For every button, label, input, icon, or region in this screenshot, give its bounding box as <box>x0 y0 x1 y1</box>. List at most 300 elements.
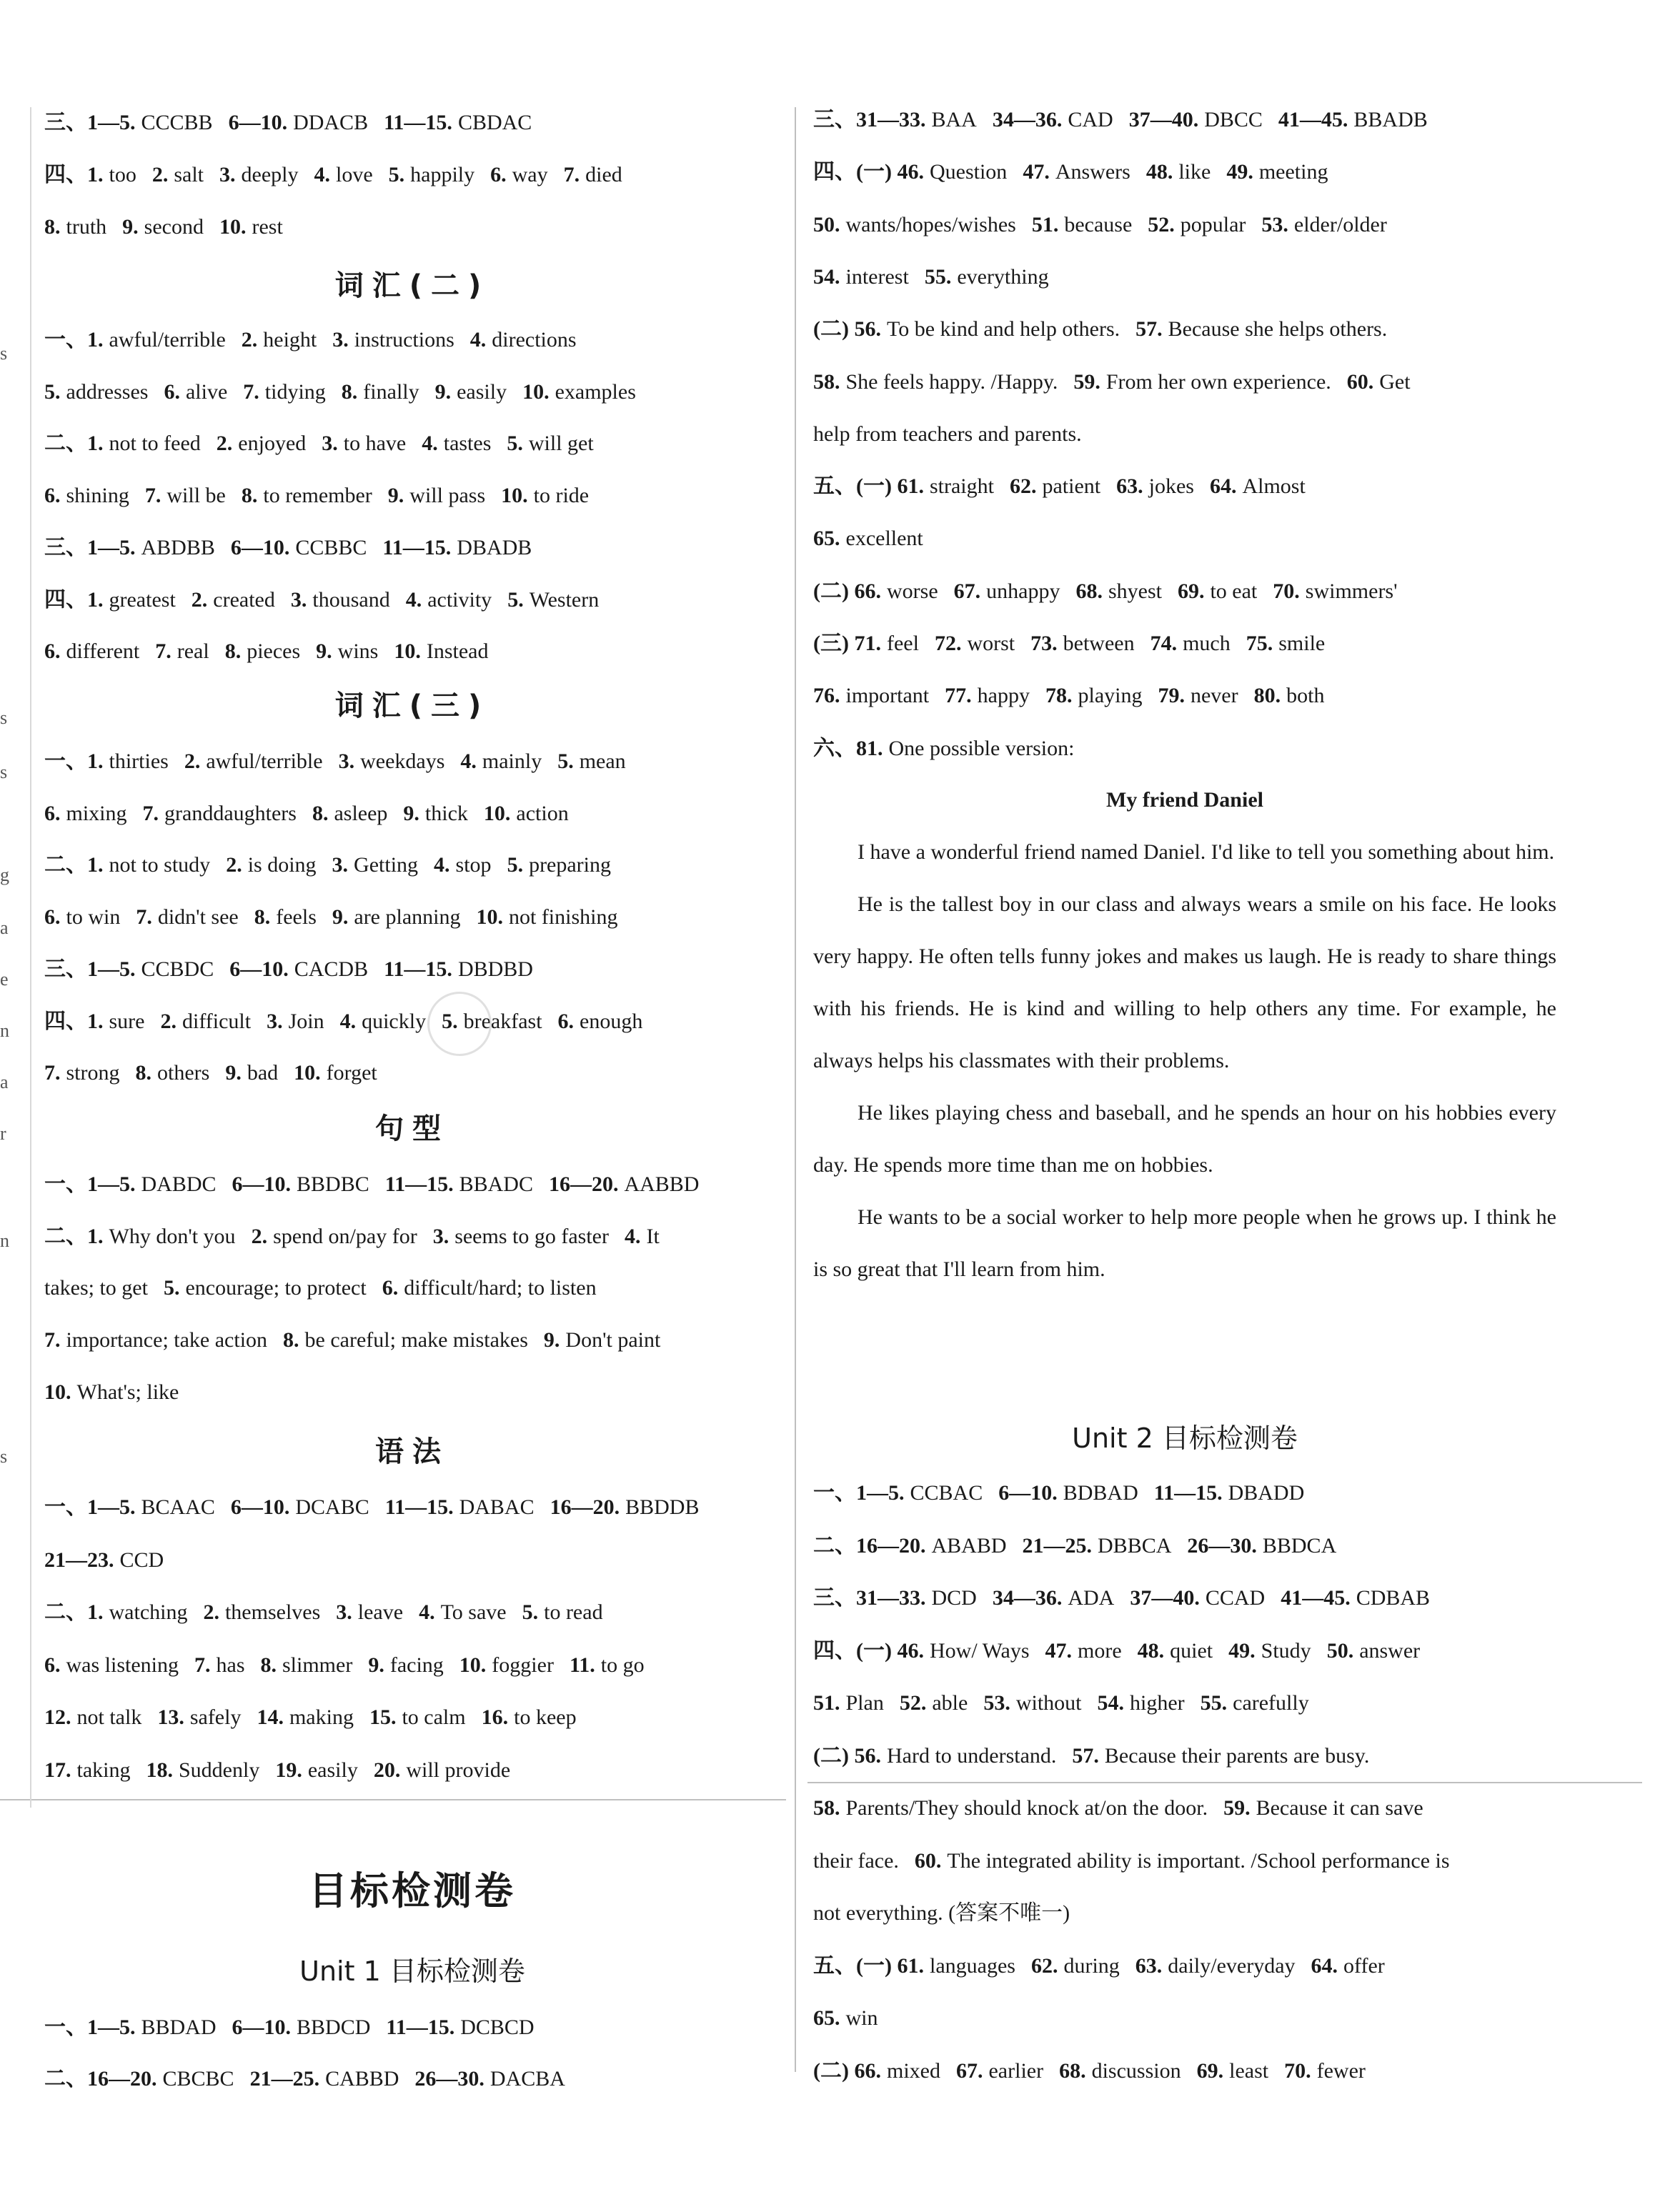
question-number: 4. <box>469 328 487 352</box>
question-number: 2. <box>151 163 169 186</box>
question-number: 21—23. <box>44 1548 114 1572</box>
question-number: 80. <box>1253 684 1281 708</box>
answer-item <box>1135 317 1387 341</box>
answer-item <box>44 536 215 559</box>
question-number: 47. <box>1045 1638 1073 1663</box>
answer-text: action <box>516 801 569 825</box>
edge-fragment: r <box>0 1123 6 1144</box>
answer-item <box>813 1901 1070 1925</box>
heading-vocabulary-3: 词汇(三) <box>334 689 490 722</box>
question-number: 58. <box>813 1796 840 1820</box>
question-number: 六、81. <box>813 736 883 760</box>
answer-text: real <box>177 639 209 664</box>
answer-text: both <box>1286 684 1325 708</box>
question-number: 10. <box>459 1653 487 1677</box>
question-number: (三) 71. <box>813 632 881 655</box>
answer-text: CABBD <box>325 2067 399 2091</box>
answer-item <box>419 1600 507 1624</box>
answer-text: will pass <box>409 484 486 508</box>
answer-item <box>422 432 491 455</box>
answer-item <box>157 1705 241 1729</box>
answer-text: meeting <box>1258 160 1328 184</box>
answer-item <box>1284 2059 1366 2083</box>
question-number: 10. <box>483 801 511 825</box>
question-number: 49. <box>1226 160 1253 184</box>
answer-item <box>813 2059 940 2083</box>
answer-text: What's; like <box>76 1380 179 1404</box>
question-number: 9. <box>332 905 349 930</box>
answer-item <box>1072 1744 1369 1768</box>
answer-text: higher <box>1129 1691 1185 1715</box>
answer-text: win <box>845 2006 878 2030</box>
answer-item <box>229 957 368 981</box>
answer-item <box>44 215 106 239</box>
answer-text: BCAAC <box>141 1495 215 1519</box>
answer-item <box>490 163 547 186</box>
answer-text: died <box>585 163 622 186</box>
answer-text: others <box>157 1061 210 1085</box>
answer-item <box>564 163 622 186</box>
answer-text: AABBD <box>624 1172 700 1196</box>
section-rule-left <box>0 1799 786 1800</box>
question-number: 二、1. <box>44 1600 104 1624</box>
answer-text: daily/everyday <box>1168 1953 1296 1978</box>
question-number: 7. <box>563 163 580 186</box>
answer-text: CCBDC <box>141 957 214 981</box>
answer-line <box>813 2057 1366 2086</box>
answer-text: answer <box>1359 1638 1421 1663</box>
answer-text: patient <box>1042 474 1101 499</box>
answer-item <box>44 749 169 773</box>
answer-item <box>1031 1954 1120 1978</box>
answer-text: asleep <box>334 801 388 825</box>
answer-text: important <box>845 684 930 708</box>
answer-text: thick <box>424 801 468 825</box>
question-number: 21—25. <box>249 2067 320 2091</box>
answer-item <box>44 1548 164 1572</box>
question-number: (二) 66. <box>813 579 881 603</box>
question-number: 8. <box>283 1328 299 1352</box>
answer-item <box>813 1796 1208 1820</box>
answer-text: are planning <box>354 905 461 930</box>
question-number: 52. <box>1148 212 1175 236</box>
answer-item <box>1150 632 1231 655</box>
answer-item <box>998 1481 1138 1505</box>
answer-item <box>44 163 136 186</box>
answer-text: BBDDB <box>625 1495 700 1519</box>
question-number: 15. <box>369 1705 397 1729</box>
question-number: 6. <box>382 1276 399 1300</box>
question-number: 5. <box>507 432 523 456</box>
question-number: 16—20. <box>550 1495 620 1519</box>
answer-text: seems to go faster <box>454 1224 609 1248</box>
answer-item <box>1148 213 1246 236</box>
answer-item <box>557 749 625 773</box>
answer-item <box>385 1172 533 1196</box>
answer-item <box>1138 1639 1213 1663</box>
question-number: 26—30. <box>414 2067 484 2091</box>
answer-text: is doing <box>247 853 317 877</box>
answer-text: bad <box>247 1061 279 1085</box>
answer-item <box>1075 579 1162 603</box>
question-number: 51. <box>1031 212 1059 236</box>
answer-text: least <box>1229 2058 1269 2083</box>
question-number: 11—15. <box>382 535 452 559</box>
answer-item <box>384 111 532 134</box>
essay-paragraph: I have a wonderful friend named Daniel. I'd like to tell you something about him. <box>858 840 1555 864</box>
question-number: 37—40. <box>1128 108 1199 131</box>
answer-text: during <box>1063 1953 1120 1978</box>
answer-text: deeply <box>241 163 299 186</box>
answer-line <box>44 1222 660 1251</box>
answer-item <box>322 432 406 455</box>
answer-item <box>44 484 129 507</box>
watermark-stamp <box>427 992 492 1056</box>
answer-line <box>44 482 589 510</box>
question-number: 3. <box>267 1009 283 1033</box>
answer-text: love <box>335 163 373 186</box>
answer-text: worse <box>886 579 938 603</box>
answer-text: foggier <box>492 1653 554 1677</box>
edge-fragment: g <box>0 865 9 885</box>
answer-text: Study <box>1261 1638 1311 1663</box>
answer-item <box>243 380 326 404</box>
answer-line <box>44 1703 577 1732</box>
answer-text: mixing <box>66 801 127 825</box>
answer-text: BBDCA <box>1262 1533 1337 1558</box>
answer-item <box>368 1653 443 1677</box>
answer-text: She feels happy. /Happy. <box>845 369 1058 394</box>
question-number: 65. <box>813 527 840 551</box>
answer-text: thirties <box>109 749 169 773</box>
question-number: 6. <box>557 1009 575 1033</box>
question-number: 3. <box>338 749 355 773</box>
answer-text: To be kind and help others. <box>886 317 1120 342</box>
answer-line <box>813 158 1328 186</box>
answer-item <box>44 639 139 663</box>
question-number: 47. <box>1023 160 1050 184</box>
question-number: 9. <box>387 484 404 508</box>
answer-text: BBADC <box>459 1172 533 1196</box>
question-number: 67. <box>953 579 981 603</box>
answer-text: DCD <box>931 1586 977 1610</box>
answer-item <box>507 588 599 612</box>
answer-item <box>813 1849 899 1873</box>
question-number: 51. <box>813 1691 840 1715</box>
answer-text: help from teachers and parents. <box>813 422 1082 446</box>
answer-item <box>813 317 1120 341</box>
answer-item <box>44 1653 179 1677</box>
answer-item <box>507 853 611 877</box>
answer-item <box>242 484 372 507</box>
answer-line <box>813 1584 1430 1613</box>
answer-item <box>1073 370 1331 394</box>
question-number: 5. <box>507 587 524 612</box>
question-number: 7. <box>243 379 259 404</box>
question-number: 9. <box>122 215 139 239</box>
answer-text: strong <box>66 1061 120 1085</box>
answer-text: tidying <box>264 379 326 404</box>
answer-text: much <box>1183 632 1231 655</box>
answer-item <box>945 684 1030 707</box>
answer-item <box>44 1276 148 1300</box>
answer-item <box>433 1225 609 1248</box>
answer-line <box>44 429 594 458</box>
answer-item <box>44 1705 141 1729</box>
answer-text: safely <box>189 1705 242 1729</box>
answer-item <box>1032 213 1132 236</box>
question-number: 55. <box>924 264 952 289</box>
question-number: 37—40. <box>1130 1586 1200 1610</box>
question-number: 69. <box>1196 2058 1224 2083</box>
question-number: 四、1. <box>44 163 104 186</box>
answer-text: salt <box>174 163 204 186</box>
answer-item <box>476 905 617 929</box>
question-number: 18. <box>146 1758 173 1782</box>
question-number: 50. <box>1326 1638 1354 1663</box>
question-number: 2. <box>160 1009 177 1033</box>
question-number: 三、31—33. <box>813 1586 926 1610</box>
answer-line <box>813 1847 1450 1875</box>
answer-text: earlier <box>988 2058 1044 2083</box>
answer-line <box>44 1059 377 1087</box>
answer-item <box>155 639 209 663</box>
answer-line <box>813 263 1049 292</box>
answer-text: fewer <box>1316 2058 1366 2083</box>
question-number: 34—36. <box>992 108 1063 131</box>
answer-text: BDBAD <box>1063 1481 1138 1505</box>
answer-text: BBDBC <box>297 1172 369 1196</box>
question-number: 7. <box>194 1653 211 1677</box>
question-number: 65. <box>813 2006 840 2030</box>
answer-text: Because their parents are busy. <box>1104 1743 1370 1768</box>
answer-item <box>813 370 1058 394</box>
question-number: 41—45. <box>1281 1586 1351 1610</box>
answer-line <box>813 1637 1420 1665</box>
question-number: 3. <box>432 1224 449 1248</box>
answer-text: Join <box>288 1009 324 1033</box>
answer-text: to calm <box>402 1705 466 1729</box>
question-number: 72. <box>934 632 962 655</box>
answer-item <box>470 328 577 352</box>
answer-item <box>1281 1586 1430 1610</box>
answer-text: pieces <box>247 639 301 664</box>
question-number: 3. <box>322 432 338 456</box>
question-number: 6—10. <box>232 1172 292 1196</box>
question-number: 10. <box>501 484 528 508</box>
answer-item <box>250 2067 399 2091</box>
question-number: 8. <box>224 639 242 664</box>
question-number: 三、1—5. <box>44 957 136 981</box>
answer-line <box>44 955 533 984</box>
answer-item <box>229 111 369 134</box>
answer-text: without <box>1015 1691 1082 1715</box>
answer-text: shyest <box>1108 579 1162 603</box>
answer-item <box>813 213 1016 236</box>
question-number: 一、1. <box>44 749 104 773</box>
answer-item <box>254 905 317 929</box>
question-number: 10. <box>44 1380 71 1404</box>
answer-text: CBDAC <box>457 111 532 134</box>
edge-fragment: s <box>0 343 8 364</box>
answer-item <box>459 1653 554 1677</box>
question-number: 60. <box>1346 369 1374 394</box>
answer-text: ADA <box>1068 1586 1115 1610</box>
answer-item <box>1154 1481 1305 1505</box>
question-number: 5. <box>557 749 574 773</box>
answer-item <box>388 484 485 507</box>
answer-item <box>394 639 488 663</box>
answer-item <box>1059 2059 1181 2083</box>
answer-line <box>44 326 577 354</box>
answer-item <box>1311 1954 1385 1978</box>
question-number: 11—15. <box>384 1172 454 1196</box>
question-number: 64. <box>1209 474 1237 499</box>
answer-line <box>44 1598 603 1627</box>
answer-text: weekdays <box>360 749 445 773</box>
answer-text: Hard to understand. <box>886 1743 1057 1768</box>
answer-item <box>1130 1586 1265 1610</box>
answer-line <box>44 2065 565 2093</box>
answer-item <box>1197 2059 1268 2083</box>
answer-item <box>160 1010 251 1033</box>
answer-text: worst <box>967 632 1015 655</box>
answer-text: BBADB <box>1353 108 1428 131</box>
question-number: 5. <box>507 853 524 877</box>
answer-text: wins <box>337 639 379 664</box>
answer-item <box>164 380 227 404</box>
answer-item <box>1158 684 1238 707</box>
answer-line <box>813 211 1387 239</box>
question-number: 4. <box>624 1224 641 1248</box>
answer-item <box>484 802 569 825</box>
question-number: 4. <box>419 1600 435 1624</box>
answer-line <box>44 534 532 562</box>
question-number: 4. <box>460 749 477 773</box>
answer-item <box>625 1225 660 1248</box>
question-number: 70. <box>1273 579 1300 603</box>
question-number: 19. <box>275 1758 302 1782</box>
answer-item <box>1327 1639 1420 1663</box>
answer-text: CCCBB <box>141 111 213 134</box>
answer-line <box>813 1899 1070 1928</box>
answer-item <box>267 1010 324 1033</box>
answer-item <box>44 1758 131 1782</box>
answer-text: Because she helps others. <box>1168 317 1388 342</box>
answer-line <box>813 1689 1309 1718</box>
question-number: 6—10. <box>230 1495 290 1519</box>
edge-fragment: e <box>0 969 9 990</box>
answer-item <box>813 684 929 707</box>
answer-item <box>1010 474 1100 498</box>
column-divider <box>795 107 796 2072</box>
answer-text: preparing <box>529 853 612 877</box>
heading-vocabulary-2: 词汇(二) <box>334 269 490 302</box>
question-number: 53. <box>1261 212 1288 236</box>
answer-item <box>925 265 1049 289</box>
answer-item <box>261 1653 353 1677</box>
question-number: 9. <box>225 1061 242 1085</box>
question-number: 8. <box>241 484 258 508</box>
answer-text: CCBAC <box>910 1481 983 1505</box>
answer-text: Instead <box>426 639 489 664</box>
answer-item <box>935 632 1015 655</box>
essay-body <box>813 826 1556 1295</box>
answer-item <box>549 1172 700 1196</box>
question-number: 10. <box>219 215 247 239</box>
question-number: 2. <box>203 1600 219 1624</box>
essay-paragraph: He is the tallest boy in our class and always wears a smile on his face. He looks very happy. He often tells funny jokes and makes us laugh. He is ready to share things with his friends. He is kind and willing to help others any time. For example, he always helps his classmates with their problems. <box>813 892 1556 1072</box>
answer-text: DACBA <box>489 2067 565 2091</box>
heading-unit2-test: Unit 2 目标检测卷 <box>1072 1423 1298 1454</box>
question-number: 74. <box>1150 632 1178 655</box>
question-number: 58. <box>813 369 840 394</box>
question-number: 一、1—5. <box>44 1172 136 1196</box>
question-number: 二、1. <box>44 432 104 456</box>
answer-text: From her own experience. <box>1105 369 1331 394</box>
answer-item <box>550 1495 700 1519</box>
question-number: 48. <box>1145 160 1173 184</box>
answer-text: happy <box>977 684 1030 708</box>
question-number: 5. <box>442 1009 458 1033</box>
question-number: 17. <box>44 1758 71 1782</box>
answer-item <box>44 2016 217 2039</box>
question-number: 26—30. <box>1187 1533 1257 1558</box>
answer-text: to read <box>544 1600 603 1624</box>
answer-text: has <box>216 1653 245 1677</box>
answer-text: Why don't you <box>109 1224 236 1248</box>
answer-text: different <box>66 639 140 664</box>
answer-line <box>813 682 1324 710</box>
answer-item <box>226 853 316 877</box>
answer-text: happily <box>410 163 475 186</box>
answer-line <box>813 577 1398 606</box>
answer-text: forget <box>326 1061 377 1085</box>
question-number: 三、1—5. <box>44 111 136 134</box>
answer-text: able <box>932 1691 968 1715</box>
question-number: 9. <box>368 1653 384 1677</box>
question-number: 11—15. <box>384 111 452 134</box>
answer-text: ABDBB <box>141 535 215 559</box>
answer-item <box>382 1276 597 1300</box>
answer-item <box>813 265 909 289</box>
answer-item <box>44 328 226 352</box>
answer-item <box>1030 632 1134 655</box>
answer-text: to keep <box>514 1705 577 1729</box>
answer-item <box>954 579 1060 603</box>
answer-item <box>389 163 475 186</box>
question-number: 5. <box>522 1600 539 1624</box>
question-number: 6. <box>44 639 61 664</box>
answer-item <box>44 905 120 929</box>
answer-item <box>460 749 542 773</box>
answer-text: thousand <box>312 587 390 612</box>
question-number: 10. <box>294 1061 321 1085</box>
answer-text: taking <box>76 1758 131 1782</box>
answer-item <box>813 632 919 655</box>
question-number: 7. <box>144 484 161 508</box>
answer-item <box>225 639 300 663</box>
answer-item <box>983 1691 1081 1715</box>
answer-item <box>44 2067 234 2091</box>
section-rule-right <box>807 1782 1642 1783</box>
answer-text: rest <box>252 215 283 239</box>
answer-text: enjoyed <box>238 432 307 456</box>
answer-item <box>294 1061 377 1085</box>
answer-item <box>44 1225 236 1248</box>
answer-text: DABDC <box>141 1172 217 1196</box>
answer-item <box>558 1010 643 1033</box>
